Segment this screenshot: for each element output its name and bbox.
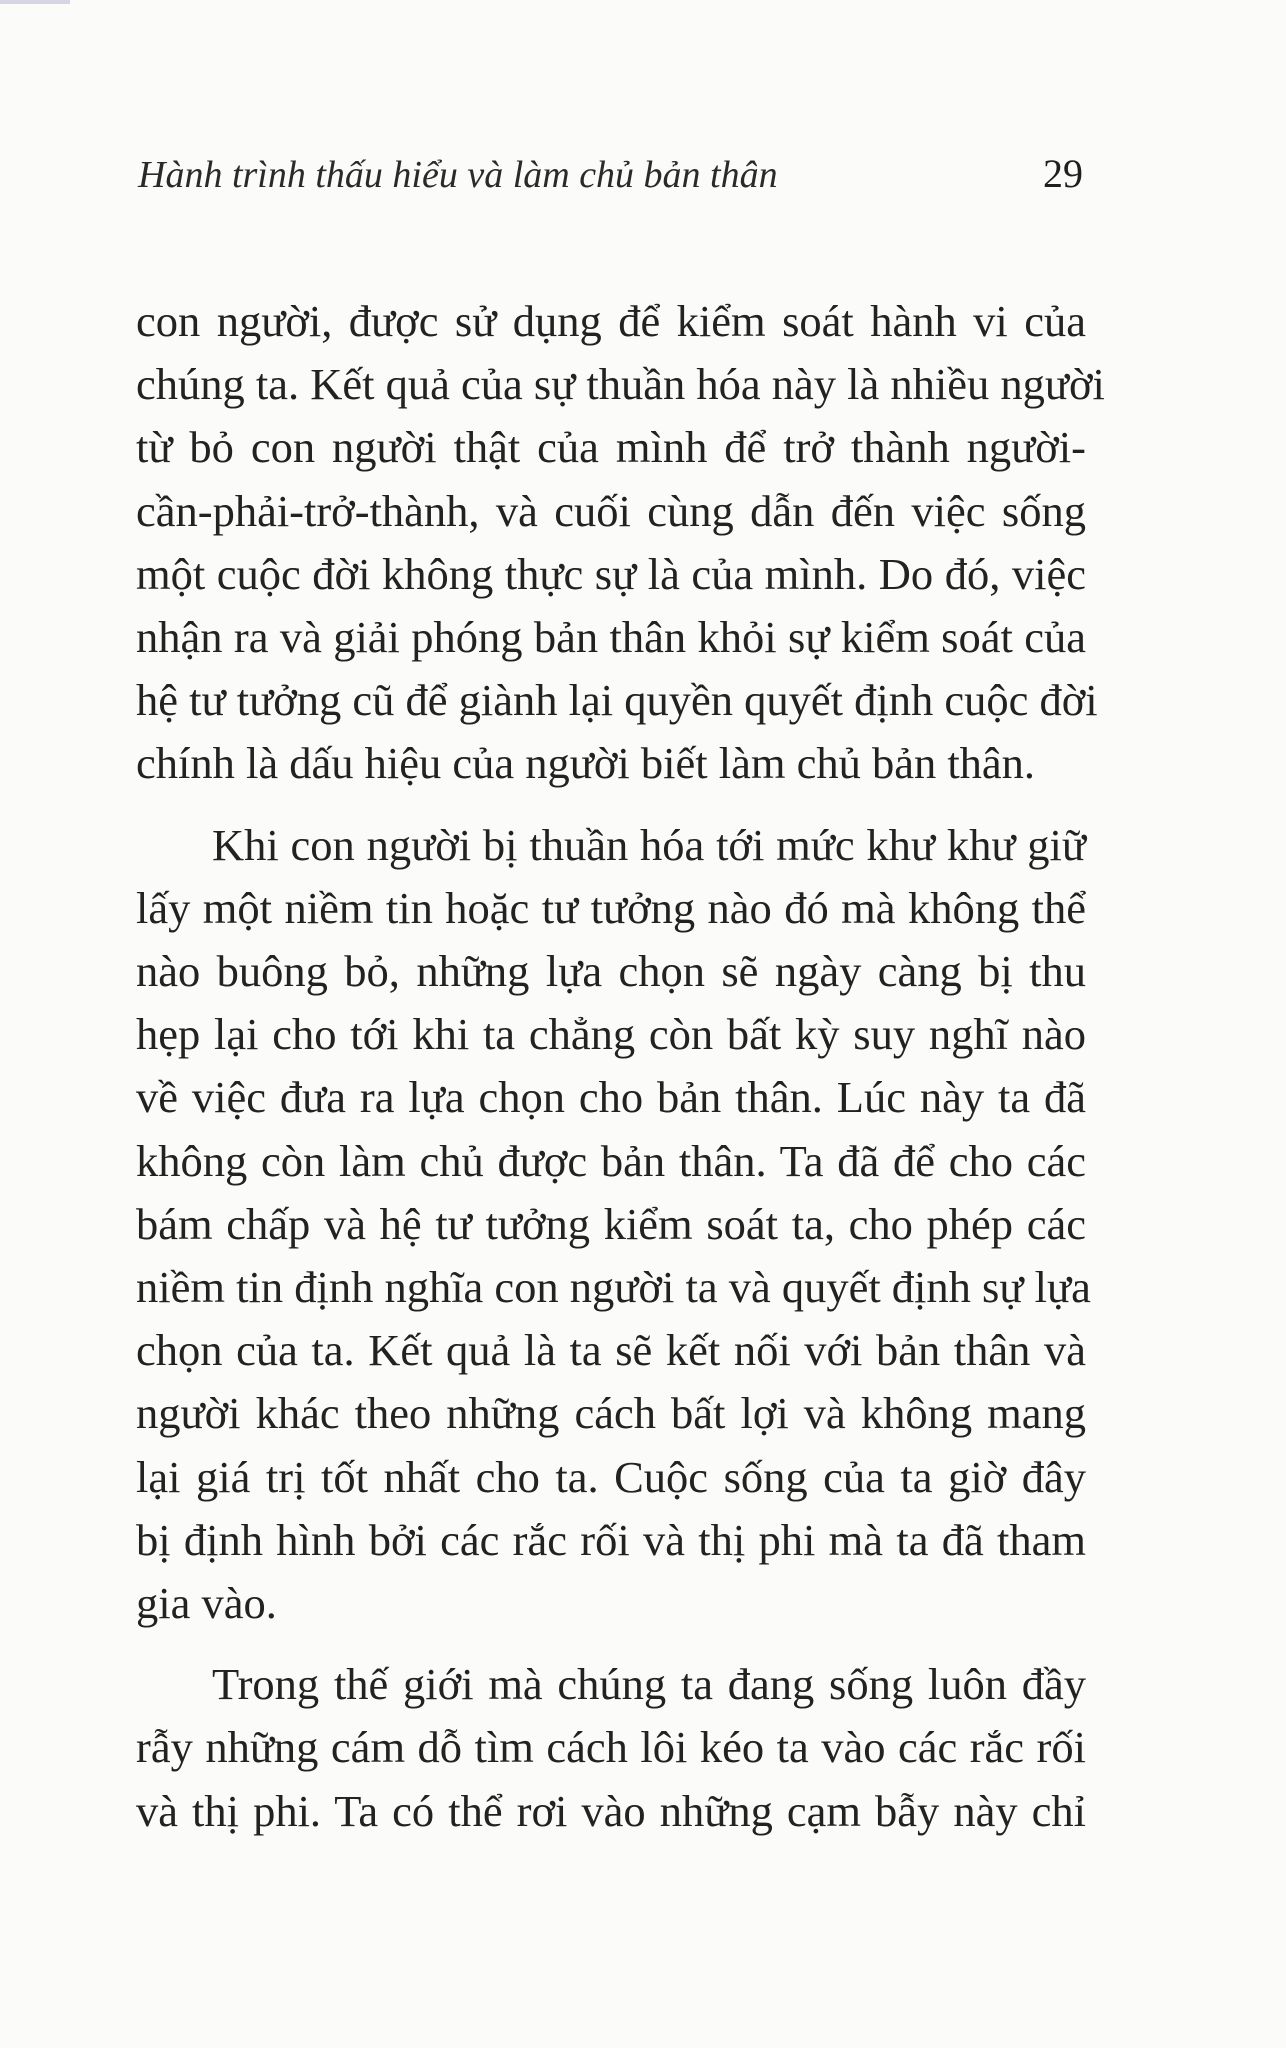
text-line: lấy một niềm tin hoặc tư tưởng nào đó mà không thể [136, 882, 1086, 933]
text-line: Trong thế giới mà chúng ta đang sống luôn đầy [212, 1659, 1086, 1710]
text-line: từ bỏ con người thật của mình để trở thành người- [136, 422, 1086, 473]
text-line: Khi con người bị thuần hóa tới mức khư khư giữ [212, 819, 1086, 870]
text-line: người khác theo những cách bất lợi và không mang [136, 1388, 1086, 1439]
paragraph-2 [136, 814, 1091, 1636]
text-line: nào buông bỏ, những lựa chọn sẽ ngày càng bị thu [136, 946, 1086, 997]
text-line: chính là dấu hiệu của người biết làm chủ bản thân. [136, 738, 1036, 789]
text-line: về việc đưa ra lựa chọn cho bản thân. Lúc này ta đã [136, 1072, 1086, 1123]
text-line: lại giá trị tốt nhất cho ta. Cuộc sống của ta giờ đây [136, 1451, 1086, 1502]
page-edge-tint [0, 0, 70, 4]
paragraph-1 [136, 290, 1105, 796]
text-line: chúng ta. Kết quả của sự thuần hóa này là nhiều người [136, 359, 1105, 410]
running-title: Hành trình thấu hiểu và làm chủ bản thân [138, 154, 778, 196]
page-number: 29 [1043, 151, 1083, 196]
text-line: bị định hình bởi các rắc rối và thị phi mà ta đã tham [136, 1514, 1086, 1565]
text-line: hệ tư tưởng cũ để giành lại quyền quyết định cuộc đời [136, 675, 1098, 726]
paragraph-3 [136, 1653, 1086, 1843]
body-text [136, 290, 1105, 1861]
running-head [138, 150, 1083, 210]
text-line: gia vào. [136, 1578, 277, 1629]
text-line: con người, được sử dụng để kiểm soát hành vi của [136, 296, 1086, 346]
text-line: chọn của ta. Kết quả là ta sẽ kết nối với bản thân và [136, 1325, 1086, 1376]
text-line: nhận ra và giải phóng bản thân khỏi sự kiểm soát của [136, 612, 1086, 663]
text-line: niềm tin định nghĩa con người ta và quyết định sự lựa [136, 1262, 1091, 1313]
text-line: hẹp lại cho tới khi ta chẳng còn bất kỳ suy nghĩ nào [136, 1009, 1086, 1060]
text-line: rẫy những cám dỗ tìm cách lôi kéo ta vào các rắc rối [136, 1722, 1086, 1773]
text-line: cần-phải-trở-thành, và cuối cùng dẫn đến việc sống [136, 485, 1086, 536]
text-line: một cuộc đời không thực sự là của mình. Do đó, việc [136, 548, 1086, 599]
text-line: bám chấp và hệ tư tưởng kiểm soát ta, cho phép các [136, 1198, 1086, 1249]
text-line: không còn làm chủ được bản thân. Ta đã để cho các [136, 1135, 1086, 1186]
text-line: và thị phi. Ta có thể rơi vào những cạm bẫy này chỉ [136, 1785, 1086, 1836]
